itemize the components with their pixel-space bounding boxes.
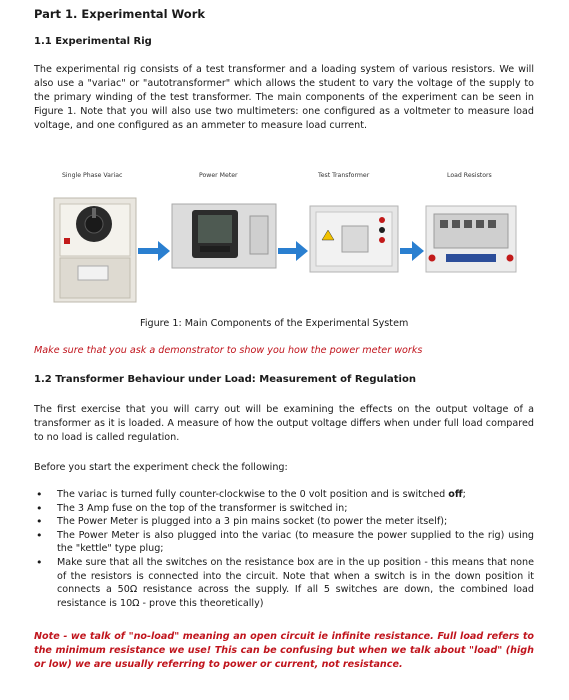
variac-image	[54, 198, 136, 302]
label-load-resistors: Load Resistors	[447, 172, 492, 179]
label-variac: Single Phase Variac	[62, 172, 123, 179]
label-test-transformer: Test Transformer	[318, 172, 370, 179]
arrow-right-icon	[278, 241, 308, 261]
list-item: • Make sure that all the switches on the resistance box are in the up position - this means that none of the resistors is connected into the circuit. Note that when a switch is in the down position it connects a 50Ω resistance across the supply. If all 5 switches are down, the combined load resistance is 10Ω - prove this theoretically)	[34, 556, 534, 610]
regulation-paragraph: The first exercise that you will carry out will be examining the effects on the output voltage of a transformer as it is loaded. A measure of how the output voltage differs when under full load compared to no load is called regulation.	[34, 404, 534, 443]
load-resistors-image	[426, 206, 516, 272]
test-transformer-image	[310, 206, 398, 272]
demonstrator-note: Make sure that you ask a demonstrator to show you how the power meter works	[34, 345, 423, 356]
list-item: • The Power Meter is also plugged into the variac (to measure the power supplied to the rig) using the "kettle" type plug;	[34, 529, 534, 556]
arrow-right-icon	[400, 241, 424, 261]
list-item: • The Power Meter is plugged into a 3 pin mains socket (to power the meter itself);	[34, 515, 534, 529]
figure-labels	[0, 172, 569, 184]
label-power-meter: Power Meter	[199, 172, 238, 179]
figure-caption: Figure 1: Main Components of the Experimental System	[140, 318, 409, 329]
list-item: • The variac is turned fully counter-clockwise to the 0 volt position and is switched off;	[34, 488, 534, 502]
no-load-note: Note - we talk of "no-load" meaning an open circuit ie infinite resistance. Full load refers to the minimum resistance we use! This can be confusing but when we talk about "load" (high or low) we are usually referring to power or current, not resistance.	[34, 631, 534, 670]
power-meter-image	[172, 204, 276, 268]
intro-paragraph: The experimental rig consists of a test transformer and a loading system of various resistors. We will also use a "variac" or "autotransformer" which allows the student to vary the voltage of the supply to the primary winding of the test transformer. The main components of the experiment can be seen in Figure 1. Note that you will also use two multimeters: one configured as a voltmeter to measure load voltage, and one configured as an ammeter to measure load current.	[34, 64, 534, 131]
arrow-right-icon	[138, 241, 170, 261]
subsection-title-regulation: 1.2 Transformer Behaviour under Load: Measurement of Regulation	[34, 374, 416, 385]
checklist-intro: Before you start the experiment check the following:	[34, 462, 288, 473]
components-figure	[0, 196, 569, 306]
part-title: Part 1. Experimental Work	[34, 7, 206, 21]
checklist	[34, 488, 534, 610]
list-item: • The 3 Amp fuse on the top of the transformer is switched in;	[34, 502, 534, 516]
subsection-title-rig: 1.1 Experimental Rig	[34, 36, 152, 47]
